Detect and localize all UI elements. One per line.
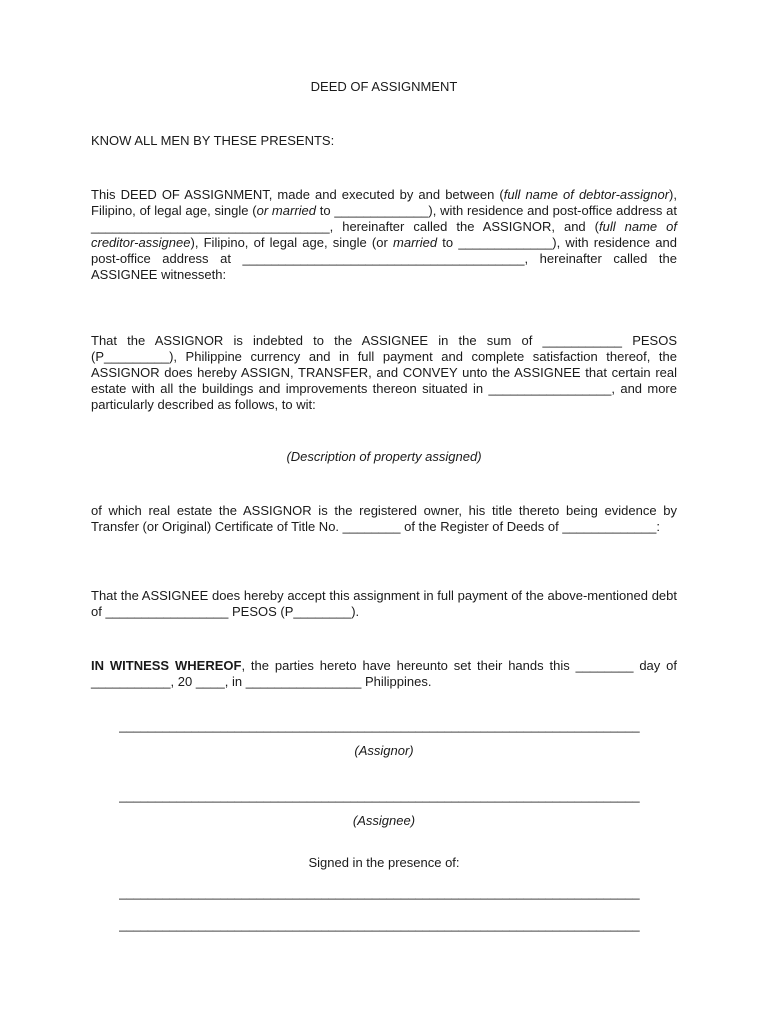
p1-text-2: ), Filipino, of legal age, single ( xyxy=(91,187,677,218)
property-description-note xyxy=(0,449,768,465)
salutation: KNOW ALL MEN BY THESE PRESENTS: xyxy=(91,133,335,148)
assignee-label-wrap xyxy=(0,813,768,829)
p1-italic-4: married xyxy=(393,235,438,250)
paragraph-witness-clause xyxy=(91,658,677,690)
witness-signature-line-2: ________________________________________________________________________ xyxy=(119,917,640,932)
p1-italic-1: full name of debtor-assignor xyxy=(503,187,670,202)
witness-whereof-bold: IN WITNESS WHEREOF xyxy=(91,658,242,673)
witness-signature-line-1: ________________________________________________________________________ xyxy=(119,885,640,900)
assignor-label-wrap xyxy=(0,743,768,759)
paragraph-acceptance: That the ASSIGNEE does hereby accept this assignment in full payment of the above-mentioned debt of _________________ PESOS (P________). xyxy=(91,588,677,619)
p1-italic-2: or married xyxy=(256,203,316,218)
paragraph-parties xyxy=(91,187,677,283)
assignor-signature-line: ________________________________________________________________________ xyxy=(119,718,640,733)
assignee-label: (Assignee) xyxy=(352,813,416,828)
witness-clause-text: , the parties hereto have hereunto set their hands this ________ day of ___________, 20 ____, in ________________ Philippines. xyxy=(91,658,678,689)
document-title: DEED OF ASSIGNMENT xyxy=(310,79,458,94)
witness-heading: Signed in the presence of: xyxy=(308,855,460,870)
paragraph-indebtedness: That the ASSIGNOR is indebted to the ASSIGNEE in the sum of ___________ PESOS (P_________), Philippine currency and in full payment and complete satisfaction thereof, the ASSIGNOR does hereby ASSIGN, TRANSFER, and CONVEY unto the ASSIGNEE that certain real estate with all the buildings and improvements thereon situated in _________________, and more particularly described as follows, to wit: xyxy=(91,333,677,412)
assignor-label: (Assignor) xyxy=(354,743,414,758)
p1-text-1: This DEED OF ASSIGNMENT, made and executed by and between ( xyxy=(91,187,504,202)
p1-text-4: ), Filipino, of legal age, single (or xyxy=(190,235,394,250)
property-description-text: (Description of property assigned) xyxy=(286,449,482,464)
p1-text-5: to _____________), with residence and post-office address at _______________________________________, hereinafter called the ASSIGNEE witnesseth: xyxy=(91,235,677,282)
p1-italic-3: full name of creditor-assignee xyxy=(91,219,677,250)
assignee-signature-line: ________________________________________________________________________ xyxy=(119,788,640,803)
p1-text-3: to _____________), with residence and post-office address at _________________________________, hereinafter called the ASSIGNOR, and ( xyxy=(91,203,677,234)
paragraph-title-registration: of which real estate the ASSIGNOR is the registered owner, his title thereto being evidence by Transfer (or Original) Certificate of Title No. ________ of the Register of Deeds of _____________: xyxy=(91,503,677,534)
